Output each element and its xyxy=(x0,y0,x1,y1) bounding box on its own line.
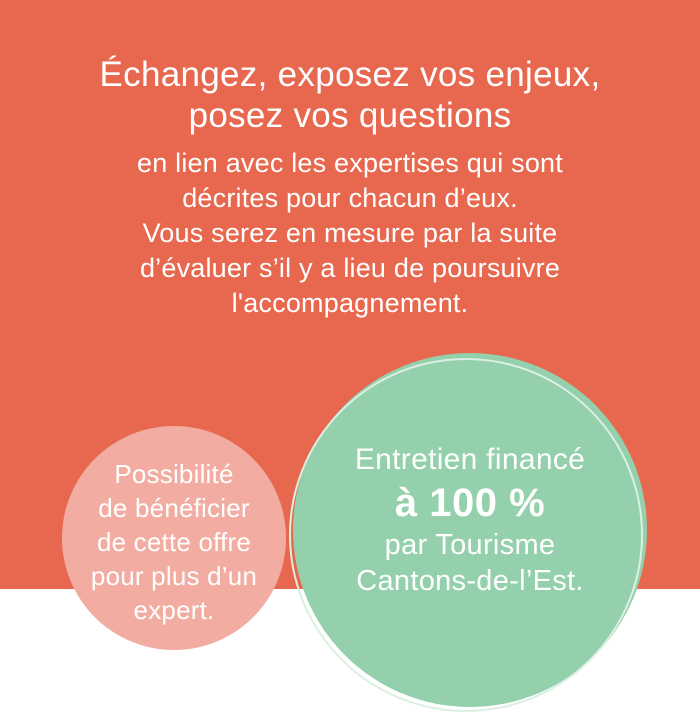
intro-line-1: en lien avec les expertises qui sont xyxy=(137,148,563,178)
pink-bubble-line-5: expert. xyxy=(133,595,215,625)
headline-line-2: posez vos questions xyxy=(188,96,512,135)
green-bubble-line-4: Cantons-de-l’Est. xyxy=(356,565,584,597)
headline xyxy=(0,54,700,136)
pink-bubble-line-2: de bénéficier xyxy=(98,493,250,523)
intro-line-2: décrites pour chacun d’eux. xyxy=(182,183,518,213)
green-bubble-text xyxy=(293,343,647,697)
intro-line-5: l'accompagnement. xyxy=(231,288,469,318)
pink-bubble-line-1: Possibilité xyxy=(114,459,234,489)
intro-paragraph xyxy=(0,146,700,321)
green-bubble-highlight: à 100 % xyxy=(394,481,546,525)
pink-bubble-text xyxy=(91,457,257,627)
green-bubble-line-3: par Tourisme xyxy=(384,529,556,561)
intro-line-3: Vous serez en mesure par la suite xyxy=(142,218,558,248)
green-bubble-line-1: Entretien financé xyxy=(354,443,586,476)
green-bubble xyxy=(293,353,647,707)
intro-line-4: d’évaluer s’il y a lieu de poursuivre xyxy=(139,253,561,283)
pink-bubble xyxy=(62,426,286,650)
pink-bubble-line-4: pour plus d’un xyxy=(90,561,258,591)
pink-bubble-line-3: de cette offre xyxy=(96,527,252,557)
headline-line-1: Échangez, exposez vos enjeux, xyxy=(99,55,601,94)
